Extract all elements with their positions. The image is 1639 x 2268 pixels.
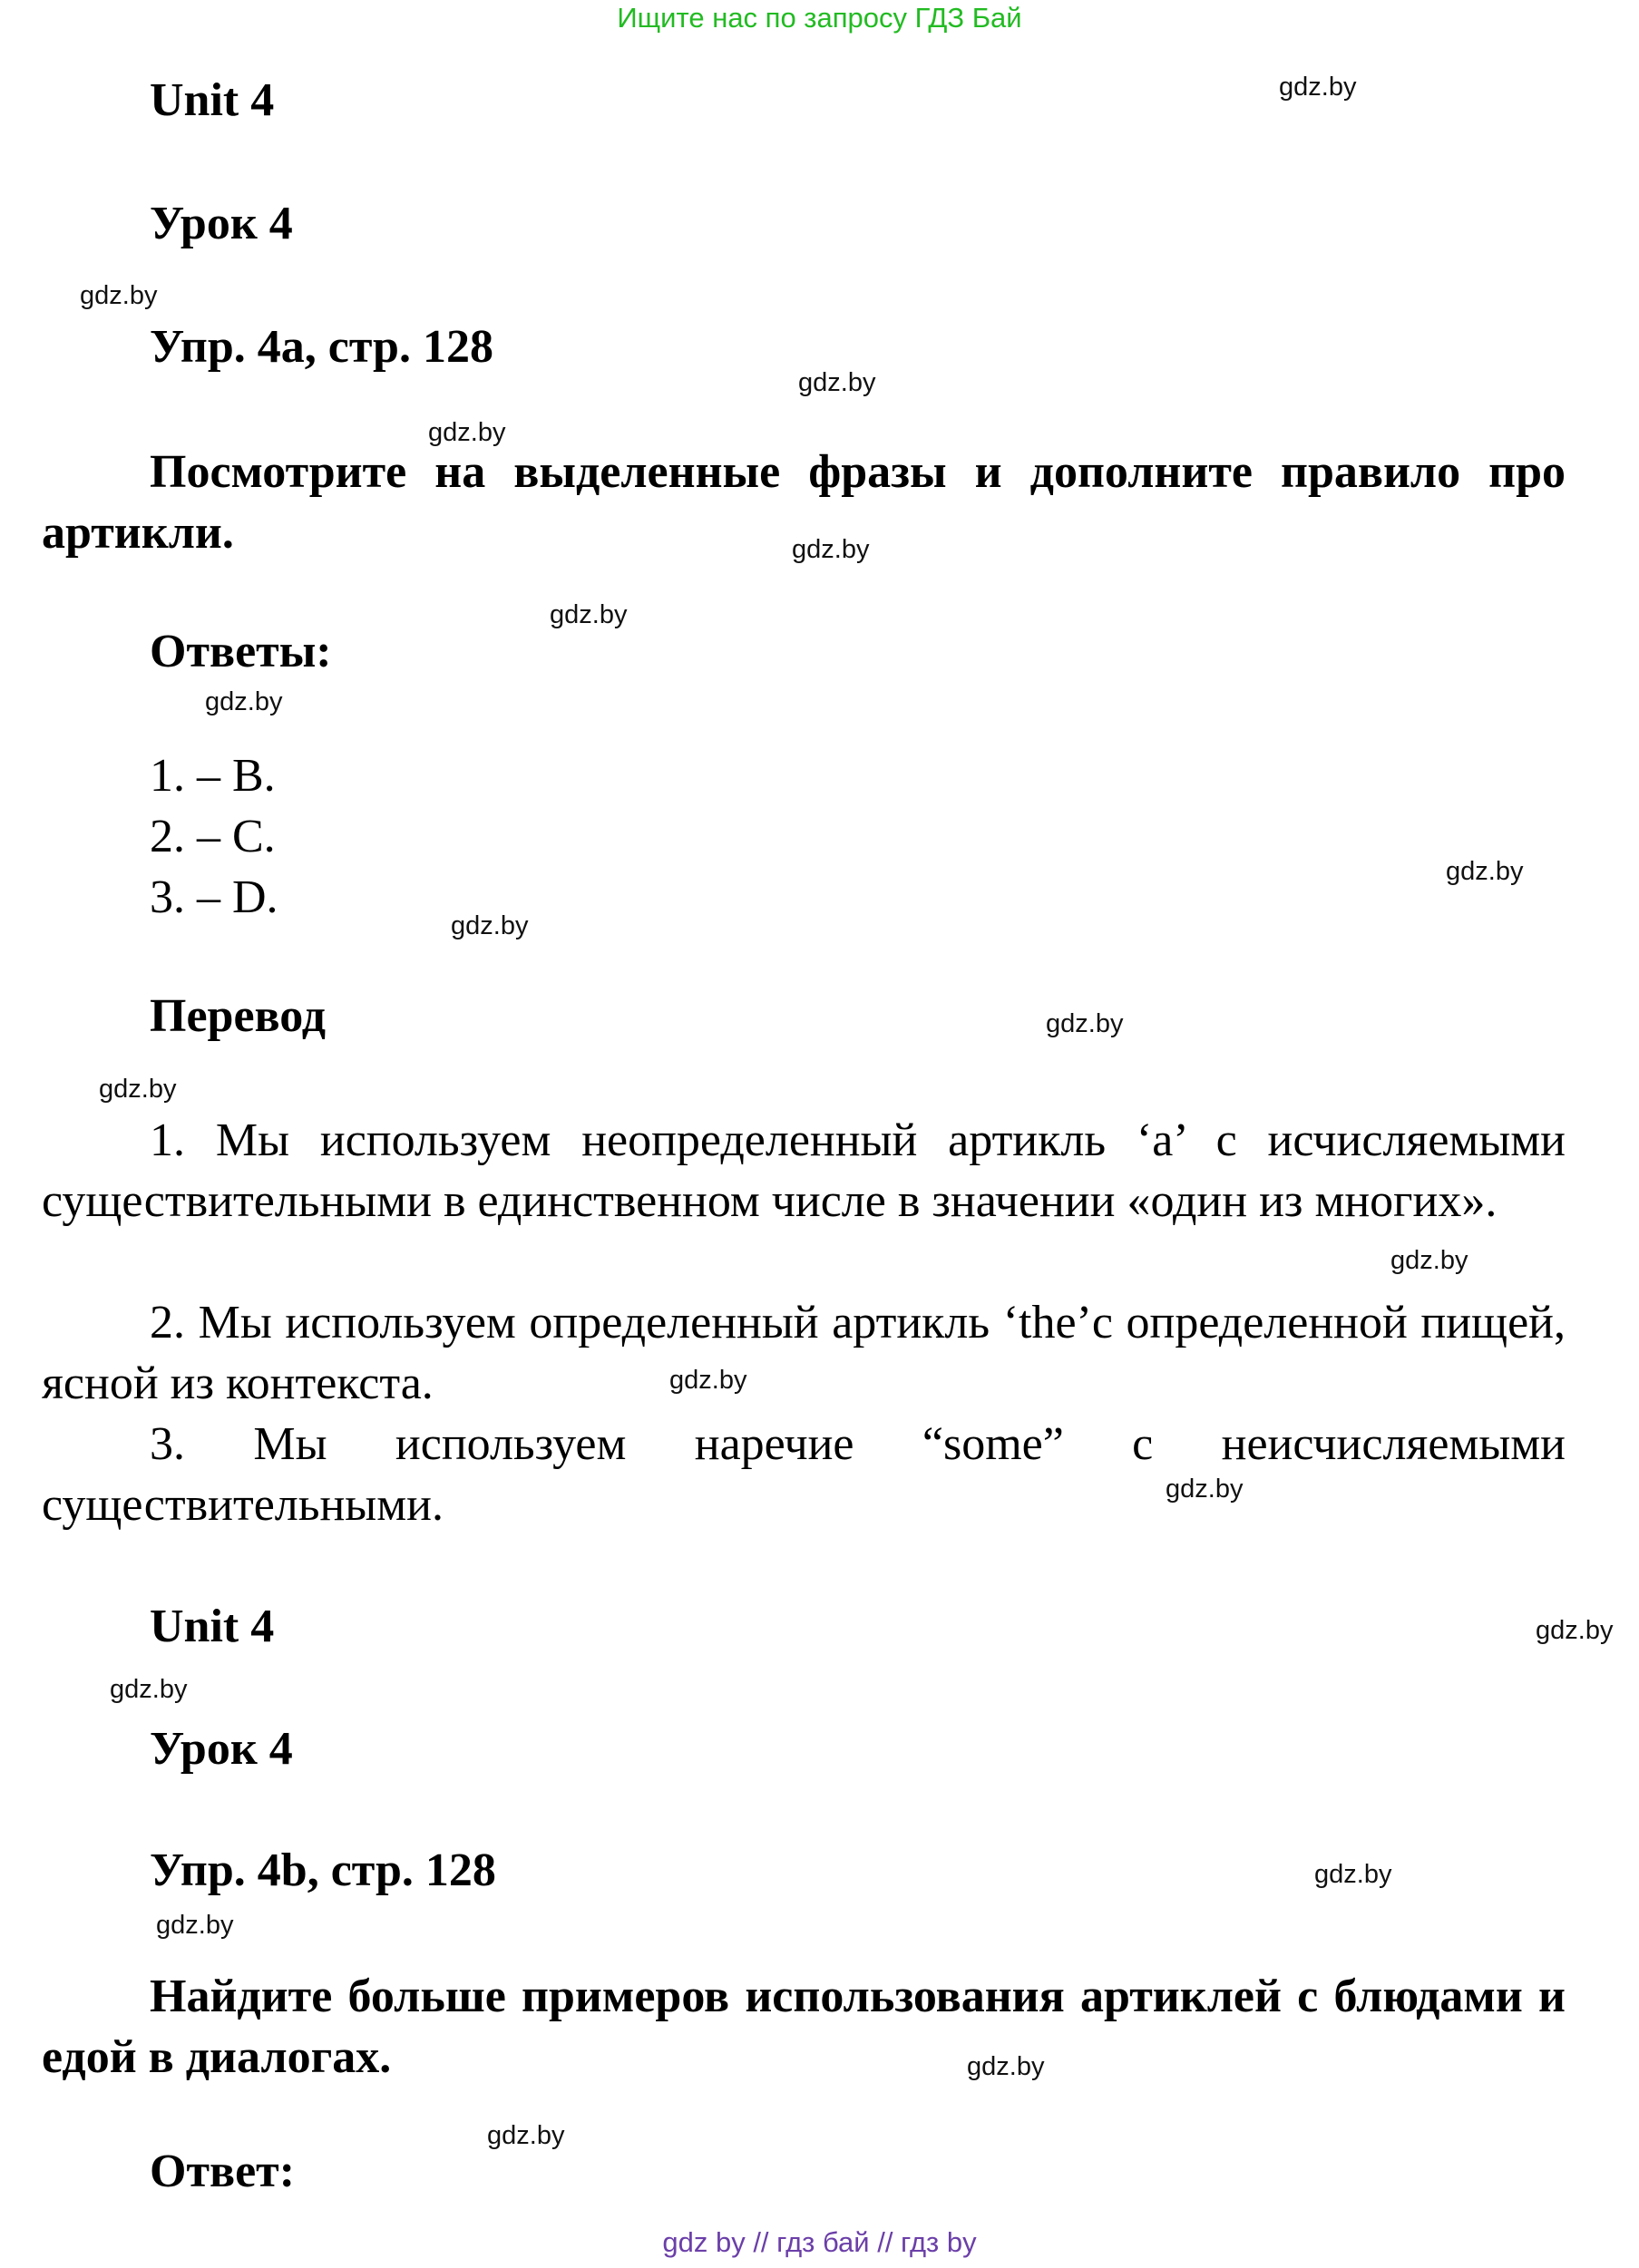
translation-paragraph: 1. Мы используем неопределенный артикль ‘a’ с исчисляемыми существительными в единственном числе в значении «один из многих».: [42, 1115, 1566, 1227]
watermark: gdz.by: [487, 2121, 565, 2150]
watermark: gdz.by: [792, 535, 870, 564]
translation-heading: Перевод: [150, 990, 327, 1042]
watermark: gdz.by: [967, 2052, 1045, 2081]
task-text: Посмотрите на выделенные фразы и дополните правило про артикли.: [42, 446, 1566, 559]
unit-heading: Unit 4: [150, 74, 275, 126]
watermark: gdz.by: [669, 1366, 747, 1395]
task-text-2: Найдите больше примеров использования артиклей с блюдами и едой в диалогах.: [42, 1971, 1566, 2083]
watermark: gdz.by: [550, 600, 628, 629]
footer-links: gdz by // гдз бай // гдз by: [662, 2226, 977, 2258]
watermark: gdz.by: [1390, 1246, 1468, 1275]
lesson-heading: Урок 4: [150, 198, 293, 249]
watermark: gdz.by: [80, 281, 158, 310]
watermark: gdz.by: [1046, 1009, 1124, 1038]
watermark: gdz.by: [205, 687, 283, 716]
watermark: gdz.by: [1166, 1475, 1244, 1504]
translation-paragraph: 2. Мы используем определенный артикль ‘the’с определенной пищей, ясной из контекста.: [42, 1297, 1566, 1409]
watermark: gdz.by: [110, 1675, 188, 1704]
watermark: gdz.by: [1279, 73, 1357, 102]
answer-item: 2. – C.: [150, 811, 276, 862]
watermark: gdz.by: [99, 1075, 177, 1104]
watermark: gdz.by: [798, 368, 876, 397]
watermark: gdz.by: [1446, 857, 1524, 886]
answer-item: 1. – B.: [150, 750, 276, 802]
watermark: gdz.by: [451, 911, 529, 940]
watermark: gdz.by: [428, 418, 506, 447]
top-banner: Ищите нас по запросу ГДЗ Бай: [617, 2, 1022, 34]
answer-heading-2: Ответ:: [150, 2146, 296, 2197]
exercise-heading: Упр. 4a, стр. 128: [150, 321, 493, 373]
lesson-heading-2: Урок 4: [150, 1723, 293, 1775]
answer-item: 3. – D.: [150, 871, 278, 923]
watermark: gdz.by: [1536, 1616, 1614, 1645]
translation-paragraph: 3. Мы используем наречие “some” с неисчисляемыми существительными.: [42, 1418, 1566, 1531]
exercise-heading-2: Упр. 4b, стр. 128: [150, 1845, 496, 1896]
answers-heading: Ответы:: [150, 626, 332, 677]
unit-heading-2: Unit 4: [150, 1601, 275, 1652]
watermark: gdz.by: [1314, 1860, 1392, 1889]
watermark: gdz.by: [156, 1911, 234, 1940]
